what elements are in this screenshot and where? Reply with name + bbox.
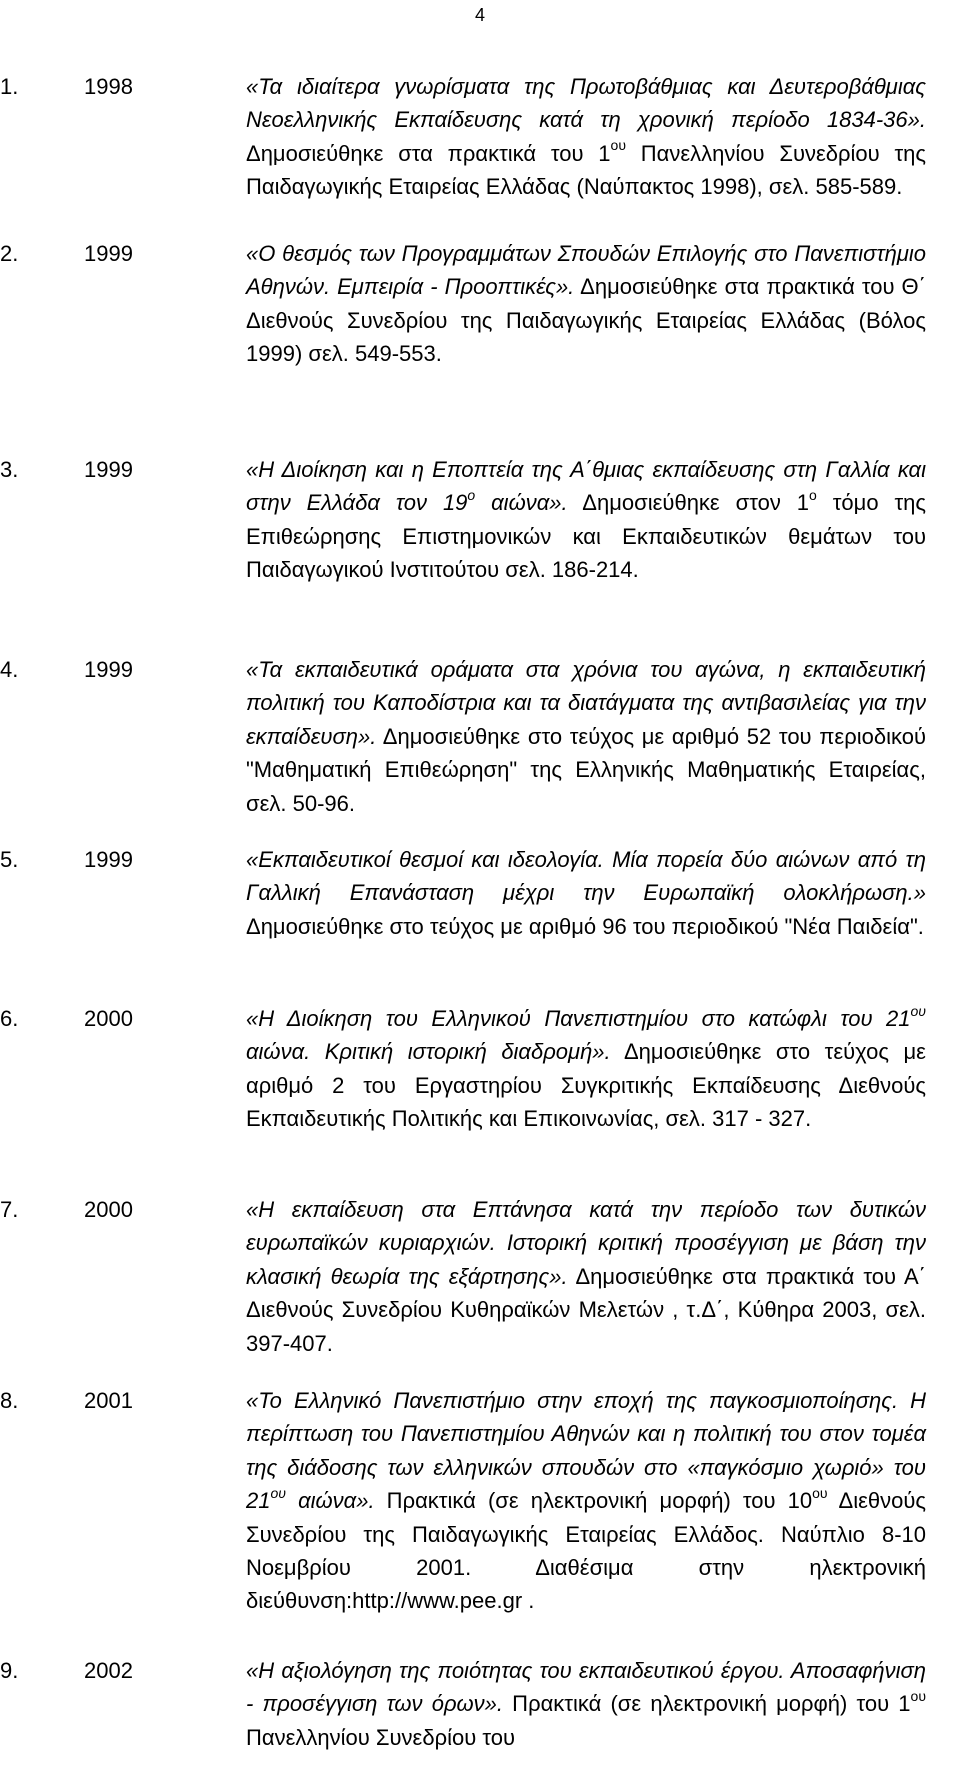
entry-description: Δημοσιεύθηκε στα πρακτικά του 1 xyxy=(246,140,611,166)
entry-year: 1999 xyxy=(84,457,133,482)
superscript: ου xyxy=(270,1484,286,1501)
entry-title-part: «Η Διοίκηση και η Εποπτεία της Α΄θμιας εκπαίδευσης στη Γαλλία και στην Ελλάδα τον 19 xyxy=(246,457,926,516)
superscript: ου xyxy=(910,1002,926,1019)
entry-body xyxy=(246,237,926,371)
entry-number: 7. xyxy=(0,1197,19,1222)
entry-body xyxy=(246,1002,926,1136)
entry-description-cont: Πανελληνίου Συνεδρίου του xyxy=(246,1724,516,1750)
entry-description: Δημοσιεύθηκε στα πρακτικά του Α΄ Διεθνούς Συνεδρίου Κυθηραϊκών Μελετών , τ.Δ΄, Κύθηρα 2003, σελ. 397-407. xyxy=(246,1263,926,1356)
entry-number: 4. xyxy=(0,657,19,682)
entry-number: 5. xyxy=(0,847,19,872)
superscript: ου xyxy=(610,137,626,154)
entry-title-part: αιώνα». xyxy=(285,1488,375,1514)
entry-body xyxy=(246,453,926,587)
entry-number: 9. xyxy=(0,1658,19,1683)
entry-description: Δημοσιεύθηκε στο τεύχος με αριθμό 52 του περιοδικού "Μαθηματική Επιθεώρηση" της Ελληνικής Μαθηματικής Εταιρείας, σελ. 50-96. xyxy=(246,723,926,816)
entry-description: Πρακτικά (σε ηλεκτρονική μορφή) του 10 xyxy=(374,1488,813,1514)
superscript: ου xyxy=(812,1484,828,1501)
entry-description-cont: τόμο της Επιθεώρησης Επιστημονικών και Εκπαιδευτικών θεμάτων του Παιδαγωγικού Ινστιτούτου σελ. 186-214. xyxy=(246,490,926,583)
entry-description: Δημοσιεύθηκε στο τεύχος με αριθμό 2 του Εργαστηρίου Συγκριτικής Εκπαίδευσης Διεθνούς Εκπαιδευτικής Πολιτικής και Επικοινωνίας, σελ. 317 - 327. xyxy=(246,1039,926,1132)
entry-description: Πρακτικά (σε ηλεκτρονική μορφή) του 1 xyxy=(503,1691,911,1717)
entry-title-part: αιώνα. Κριτική ιστορική διαδρομή». xyxy=(246,1039,611,1065)
entry-year: 2000 xyxy=(84,1006,133,1031)
entry-title-part: «Η Διοίκηση του Ελληνικού Πανεπιστημίου στο κατώφλι του 21 xyxy=(246,1006,911,1031)
entry-body xyxy=(246,653,926,820)
entry-title: «Η αξιολόγηση της ποιότητας του εκπαιδευτικού έργου. Αποσαφήνιση - προσέγγιση των όρων». xyxy=(246,1658,926,1717)
entry-year: 1998 xyxy=(84,74,133,99)
entry-body xyxy=(246,1384,926,1618)
entry-body xyxy=(246,70,926,204)
entry-description-cont: Διεθνούς Συνεδρίου της Παιδαγωγικής Εταιρείας Ελλάδος. Ναύπλιο 8-10 Νοεμβρίου 2001. Διαθέσιμα στην ηλεκτρονική διεύθυνση:http://www.pee.gr . xyxy=(246,1488,926,1614)
entry-description: Δημοσιεύθηκε στο τεύχος με αριθμό 96 του περιοδικού "Νέα Παιδεία". xyxy=(246,913,924,939)
entry-body xyxy=(246,1654,926,1754)
entry-description: Δημοσιεύθηκε στα πρακτικά του Θ΄ Διεθνούς Συνεδρίου της Παιδαγωγικής Εταιρείας Ελλάδας (Βόλος 1999) σελ. 549-553. xyxy=(246,274,926,367)
entry-year: 1999 xyxy=(84,657,133,682)
superscript: ο xyxy=(467,487,476,504)
entry-year: 2001 xyxy=(84,1388,133,1413)
entry-number: 2. xyxy=(0,241,19,266)
page-number: 4 xyxy=(474,5,485,25)
entry-number: 6. xyxy=(0,1006,19,1031)
entry-title: «Τα εκπαιδευτικά οράματα στα χρόνια του αγώνα, η εκπαιδευτική πολιτική του Καποδίστρια και τα διατάγματα της αντιβασιλείας για την εκπαίδευση». xyxy=(246,657,926,749)
entry-title: «Εκπαιδευτικοί θεσμοί και ιδεολογία. Μία πορεία δύο αιώνων από τη Γαλλική Επανάσταση μέχρι την Ευρωπαϊκή ολοκλήρωση.» xyxy=(246,847,926,906)
entry-description: Δημοσιεύθηκε στον 1 xyxy=(567,490,809,516)
entry-body xyxy=(246,843,926,943)
entry-year: 2002 xyxy=(84,1658,133,1683)
entry-description-cont: Πανελληνίου Συνεδρίου της Παιδαγωγικής Εταιρείας Ελλάδας (Ναύπακτος 1998), σελ. 585-589. xyxy=(246,140,926,200)
superscript: ου xyxy=(910,1688,926,1705)
entry-number: 1. xyxy=(0,74,19,99)
entry-title: «Τα ιδιαίτερα γνωρίσματα της Πρωτοβάθμιας και Δευτεροβάθμιας Νεοελληνικής Εκπαίδευσης κατά τη χρονική περίοδο 1834-36». xyxy=(246,74,926,133)
entry-year: 2000 xyxy=(84,1197,133,1222)
entry-title-part: «Το Ελληνικό Πανεπιστήμιο στην εποχή της παγκοσμιοποίησης. Η περίπτωση του Πανεπιστημίου Αθηνών και η πολιτική του στον τομέα της διάδοσης των ελληνικών σπουδών στο «παγκόσμιο χωριό» του 21 xyxy=(246,1388,926,1514)
entry-title: «Ο θεσμός των Προγραμμάτων Σπουδών Επιλογής στο Πανεπιστήμιο Αθηνών. Εμπειρία - Προοπτικές». xyxy=(246,241,926,300)
entry-body xyxy=(246,1193,926,1360)
entry-title-part: αιώνα». xyxy=(475,490,568,516)
entry-title: «Η εκπαίδευση στα Επτάνησα κατά την περίοδο των δυτικών ευρωπαϊκών κυριαρχιών. Ιστορική κριτική προσέγγιση με βάση την κλασική θεωρία της εξάρτησης». xyxy=(246,1197,926,1289)
entry-year: 1999 xyxy=(84,847,133,872)
entry-number: 8. xyxy=(0,1388,19,1413)
entry-number: 3. xyxy=(0,457,19,482)
entry-year: 1999 xyxy=(84,241,133,266)
superscript: ο xyxy=(809,487,817,504)
